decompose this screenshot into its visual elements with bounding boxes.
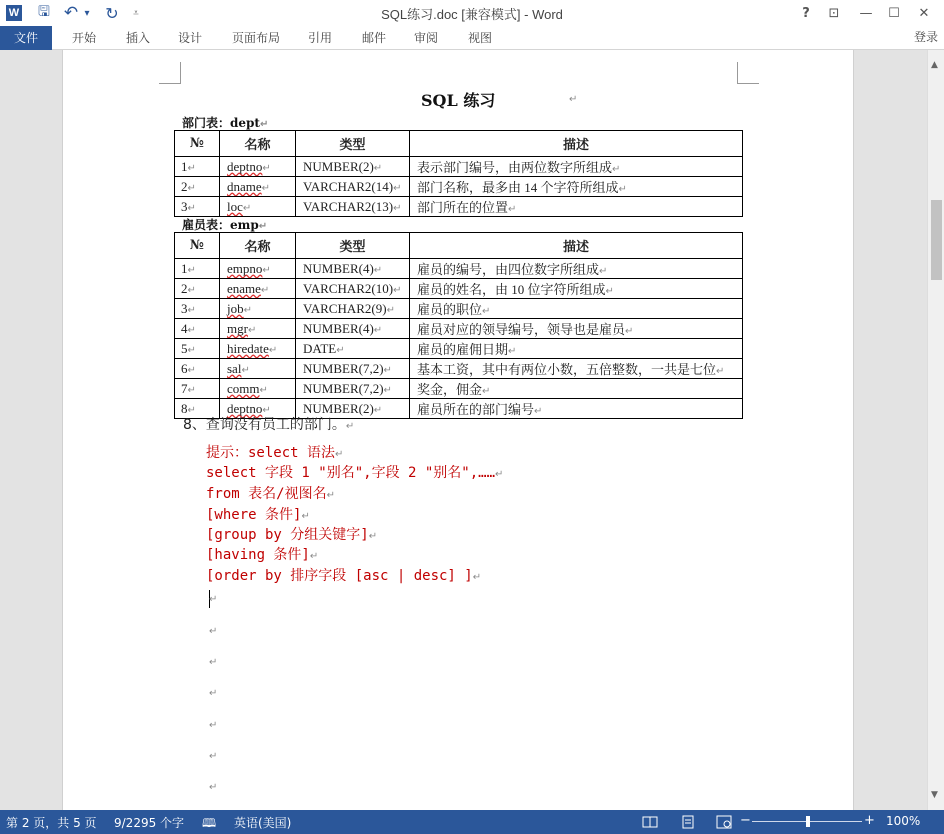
cell-type[interactable] [296, 359, 410, 379]
tab-mailings[interactable]: 邮件 [361, 31, 386, 45]
cell-mark: ↵ [625, 326, 634, 337]
table-row[interactable] [175, 359, 743, 379]
hint-line [206, 504, 310, 524]
cell-mark: ↵ [243, 304, 253, 316]
cell-mark: ↵ [716, 366, 725, 377]
tab-design[interactable]: 设计 [177, 31, 202, 45]
tab-references[interactable]: 引用 [307, 31, 332, 45]
cell-mark: ↵ [534, 406, 543, 417]
header-type: 类型 [296, 233, 410, 259]
cell-type[interactable] [296, 379, 410, 399]
cell-mark: ↵ [383, 384, 392, 396]
web-layout-icon[interactable] [716, 815, 732, 829]
emp-title-text: 雇员表：emp [182, 218, 259, 232]
cell-type[interactable] [296, 279, 410, 299]
dept-table-title [182, 114, 268, 131]
cell-mark: ↵ [618, 184, 627, 195]
cell-mark: ↵ [373, 404, 383, 416]
header-name: 名称 [220, 131, 296, 157]
cell-mark: ↵ [612, 164, 621, 175]
maximize-button[interactable]: ☐ [888, 5, 900, 21]
cell-type[interactable] [296, 197, 410, 217]
paragraph-mark: ↵ [495, 469, 504, 480]
cell-name-text: empno [227, 260, 263, 276]
cell-type[interactable] [296, 339, 410, 359]
cell-no-text: 6 [181, 360, 188, 376]
cell-mark: ↵ [259, 384, 268, 396]
cell-no-text: 2 [181, 280, 188, 296]
hint-text: from 表名/视图名 [206, 486, 327, 502]
title-bar [0, 0, 944, 26]
cell-desc-text: 部门名称，最多由 14 个字符所组成 [417, 180, 619, 195]
cell-mark: ↵ [260, 284, 270, 296]
hint-text: select 字段 1 "别名",字段 2 "别名",…… [206, 465, 496, 481]
question-text: 8、查询没有员工的部门。 [183, 417, 346, 433]
cell-mark: ↵ [482, 386, 491, 397]
cell-name[interactable] [220, 319, 296, 339]
cell-no[interactable] [175, 259, 220, 279]
cell-type[interactable] [296, 299, 410, 319]
table-row[interactable] [175, 299, 743, 319]
cell-name[interactable] [220, 379, 296, 399]
cell-mark: ↵ [187, 404, 196, 416]
cell-desc[interactable] [410, 177, 743, 197]
cell-desc-text: 奖金，佣金 [417, 382, 483, 397]
redo-icon[interactable]: ↻ [105, 3, 119, 23]
hint-line [206, 462, 503, 482]
cell-desc-text: 部门所在的位置 [417, 200, 509, 215]
cell-mark: ↵ [605, 286, 614, 297]
paragraph-mark: ↵ [301, 511, 310, 522]
cell-no[interactable] [175, 339, 220, 359]
cell-mark: ↵ [187, 264, 196, 276]
table-row[interactable] [175, 259, 743, 279]
cell-no-text: 3 [181, 300, 188, 316]
cell-name[interactable] [220, 177, 296, 197]
close-button[interactable]: ✕ [918, 5, 930, 21]
paragraph-mark: ↵ [209, 594, 218, 605]
cell-desc[interactable] [410, 399, 743, 419]
dept-table[interactable] [174, 130, 743, 217]
paragraph-mark: ↵ [259, 119, 269, 130]
cell-no[interactable] [175, 299, 220, 319]
scroll-up-icon[interactable]: ▲ [931, 60, 938, 70]
word-logo[interactable] [4, 3, 24, 23]
zoom-out-button[interactable]: − [740, 813, 751, 828]
cell-desc-text: 雇员对应的领导编号，领导也是雇员 [417, 322, 626, 337]
cell-name[interactable] [220, 197, 296, 217]
cell-type-text: NUMBER(7,2) [303, 380, 384, 396]
cell-mark: ↵ [508, 346, 517, 357]
cell-type-text: NUMBER(2) [303, 400, 374, 416]
proofing-icon[interactable]: 🕮 [202, 816, 217, 830]
cell-no-text: 8 [181, 400, 188, 416]
paragraph-mark: ↵ [258, 221, 268, 232]
cell-desc-text: 基本工资，其中有两位小数，五倍整数，一共是七位 [417, 362, 717, 377]
table-row[interactable] [175, 379, 743, 399]
hint-line [206, 483, 335, 503]
hint-text: [group by 分组关键字] [206, 527, 369, 543]
paragraph-mark: ↵ [209, 782, 218, 793]
cell-mark: ↵ [247, 324, 257, 336]
document-title: SQL 练习 [421, 91, 496, 110]
paragraph-mark: ↵ [335, 449, 344, 460]
cell-mark: ↵ [508, 204, 517, 215]
header-desc: 描述 [410, 233, 743, 259]
tab-review[interactable]: 审阅 [413, 31, 438, 45]
cell-mark: ↵ [599, 266, 608, 277]
cell-mark: ↵ [187, 284, 196, 296]
cell-mark: ↵ [262, 404, 271, 416]
cell-desc[interactable] [410, 299, 743, 319]
cell-mark: ↵ [373, 162, 383, 174]
word-icon: W [6, 5, 22, 21]
sign-in-link[interactable]: 登录 [913, 30, 938, 44]
cell-mark: ↵ [187, 202, 196, 214]
cell-desc[interactable] [410, 339, 743, 359]
cell-no[interactable] [175, 197, 220, 217]
paragraph-mark: ↵ [368, 531, 378, 542]
cell-no[interactable] [175, 359, 220, 379]
cell-name[interactable] [220, 279, 296, 299]
cell-name[interactable] [220, 157, 296, 177]
hint-text: [where 条件] [206, 507, 302, 523]
cell-mark: ↵ [187, 162, 196, 174]
table-row[interactable] [175, 177, 743, 197]
vertical-scrollbar[interactable] [927, 50, 944, 810]
tab-home[interactable]: 开始 [71, 31, 96, 45]
cell-mark: ↵ [187, 384, 196, 396]
paragraph-mark: ↵ [209, 657, 218, 668]
hint-text: [order by 排序字段 [asc | desc] ] [206, 568, 473, 584]
tab-page-layout[interactable]: 页面布局 [231, 31, 280, 45]
cell-desc-text: 雇员所在的部门编号 [417, 402, 535, 417]
print-layout-icon[interactable] [680, 815, 696, 829]
cell-no-text: 7 [181, 380, 188, 396]
cell-type-text: VARCHAR2(13) [303, 198, 394, 214]
cell-name-text: loc [227, 198, 243, 214]
cell-mark: ↵ [187, 304, 196, 316]
cell-type[interactable] [296, 319, 410, 339]
cell-type-text: NUMBER(7,2) [303, 360, 384, 376]
window-title: SQL练习.doc [兼容模式] - Word [381, 7, 563, 22]
scroll-thumb[interactable] [931, 200, 942, 280]
cell-desc-text: 表示部门编号，由两位数字所组成 [417, 160, 613, 175]
header-type: 类型 [296, 131, 410, 157]
header-no: № [175, 233, 220, 259]
table-row[interactable] [175, 339, 743, 359]
cell-type-text: NUMBER(4) [303, 260, 374, 276]
crop-mark-right [737, 62, 759, 84]
cell-desc[interactable] [410, 359, 743, 379]
cell-name[interactable] [220, 299, 296, 319]
cell-no-text: 1 [181, 260, 188, 276]
cell-desc-text: 雇员的雇佣日期 [417, 342, 509, 357]
table-row[interactable] [175, 197, 743, 217]
table-row[interactable] [175, 157, 743, 177]
cell-desc-text: 雇员的职位 [417, 302, 483, 317]
cell-name-text: dname [227, 178, 262, 194]
header-no: № [175, 131, 220, 157]
cell-name-text: hiredate [227, 340, 269, 356]
scroll-down-icon[interactable]: ▼ [931, 790, 938, 800]
cell-name-text: deptno [227, 158, 263, 174]
header-name: 名称 [220, 233, 296, 259]
tab-file[interactable]: 文件 [0, 26, 52, 50]
cell-name-text: mgr [227, 320, 248, 336]
zoom-level[interactable]: 100% [886, 814, 921, 828]
cell-mark: ↵ [393, 182, 402, 194]
cell-no[interactable] [175, 279, 220, 299]
emp-table[interactable] [174, 232, 743, 419]
question-8 [183, 414, 354, 434]
cell-mark: ↵ [373, 324, 383, 336]
cell-mark: ↵ [268, 344, 278, 356]
paragraph-mark: ↵ [209, 688, 218, 699]
hint-line [206, 544, 318, 564]
hint-text: [having 条件] [206, 547, 310, 563]
table-header-row [175, 233, 743, 259]
hint-line [206, 442, 343, 462]
cell-desc[interactable] [410, 157, 743, 177]
table-row[interactable] [175, 279, 743, 299]
help-button[interactable]: ? [802, 5, 810, 21]
cell-type-text: VARCHAR2(10) [303, 280, 394, 296]
ribbon-display-options-button[interactable]: ⊡ [828, 5, 840, 21]
paragraph-mark: ↵ [309, 551, 319, 562]
cell-desc[interactable] [410, 279, 743, 299]
cell-name-text: ename [227, 280, 261, 296]
cell-mark: ↵ [187, 364, 196, 376]
minimize-button[interactable]: — [859, 5, 873, 21]
cell-type-text: NUMBER(4) [303, 320, 374, 336]
cell-no-text: 5 [181, 340, 188, 356]
cell-mark: ↵ [242, 202, 252, 214]
table-row[interactable] [175, 319, 743, 339]
undo-icon[interactable]: ↶ [63, 3, 79, 23]
cell-mark: ↵ [261, 182, 271, 194]
cell-mark: ↵ [393, 202, 402, 214]
zoom-slider-thumb[interactable] [806, 816, 810, 827]
tab-view[interactable]: 视图 [467, 31, 492, 45]
cell-mark: ↵ [187, 344, 196, 356]
language-indicator[interactable]: 英语(美国) [234, 816, 292, 830]
cell-mark: ↵ [383, 364, 392, 376]
tab-insert[interactable]: 插入 [125, 31, 150, 45]
cell-desc[interactable] [410, 319, 743, 339]
paragraph-mark: ↵ [472, 572, 482, 583]
cell-no[interactable] [175, 319, 220, 339]
cell-mark: ↵ [262, 264, 271, 276]
header-desc: 描述 [410, 131, 743, 157]
cell-name[interactable] [220, 359, 296, 379]
cell-no-text: 1 [181, 158, 188, 174]
cell-no[interactable] [175, 379, 220, 399]
crop-mark-left [159, 62, 181, 84]
cell-type-text: NUMBER(2) [303, 158, 374, 174]
emp-table-title [182, 216, 267, 233]
read-mode-icon[interactable] [642, 815, 658, 829]
cell-mark: ↵ [393, 284, 402, 296]
cell-mark: ↵ [482, 306, 491, 317]
cell-name-text: job [227, 300, 244, 316]
paragraph-mark: ↵ [569, 94, 578, 105]
zoom-in-button[interactable]: + [864, 813, 875, 828]
cell-no[interactable] [175, 157, 220, 177]
status-bar [0, 810, 944, 834]
dept-title-text: 部门表：dept [182, 116, 260, 130]
paragraph-mark: ↵ [209, 626, 218, 637]
hint-line [206, 565, 481, 585]
paragraph-mark: ↵ [345, 421, 355, 432]
hint-text: 提示：select 语法 [206, 445, 336, 461]
cell-name[interactable] [220, 339, 296, 359]
page-count[interactable]: 第 2 页，共 5 页 [6, 816, 97, 830]
customize-quick-access-icon[interactable]: ⩡ [133, 7, 139, 19]
cell-no-text: 3 [181, 198, 188, 214]
cell-name-text: deptno [227, 400, 263, 416]
cell-mark: ↵ [336, 344, 345, 356]
cell-type-text: DATE [303, 340, 337, 356]
cell-no[interactable] [175, 177, 220, 197]
cell-desc[interactable] [410, 379, 743, 399]
cell-desc[interactable] [410, 259, 743, 279]
cell-name-text: sal [227, 360, 242, 376]
cell-mark: ↵ [187, 182, 196, 194]
cell-type[interactable] [296, 259, 410, 279]
undo-dropdown-icon[interactable]: ▾ [84, 7, 90, 19]
cell-desc-text: 雇员的姓名，由 10 位字符所组成 [417, 282, 606, 297]
cell-desc-text: 雇员的编号，由四位数字所组成 [417, 262, 600, 277]
cell-name-text: comm [227, 380, 260, 396]
cell-type[interactable] [296, 157, 410, 177]
cell-mark: ↵ [386, 304, 395, 316]
cell-type[interactable] [296, 177, 410, 197]
word-count[interactable]: 9/2295 个字 [114, 816, 185, 830]
cell-mark: ↵ [241, 364, 250, 376]
cell-no-text: 2 [181, 178, 188, 194]
paragraph-mark: ↵ [326, 490, 335, 501]
paragraph-mark: ↵ [209, 720, 218, 731]
cell-type-text: VARCHAR2(9) [303, 300, 387, 316]
paragraph-mark: ↵ [209, 751, 218, 762]
save-icon[interactable]: 🖫 [38, 4, 50, 20]
hint-line [206, 524, 377, 544]
ribbon-tabs [0, 26, 944, 50]
table-header-row [175, 131, 743, 157]
cell-name[interactable] [220, 259, 296, 279]
cell-mark: ↵ [373, 264, 383, 276]
cell-desc[interactable] [410, 197, 743, 217]
document-workspace [0, 50, 944, 810]
cell-mark: ↵ [262, 162, 271, 174]
cell-type-text: VARCHAR2(14) [303, 178, 394, 194]
cell-mark: ↵ [187, 324, 196, 336]
cell-no-text: 4 [181, 320, 188, 336]
